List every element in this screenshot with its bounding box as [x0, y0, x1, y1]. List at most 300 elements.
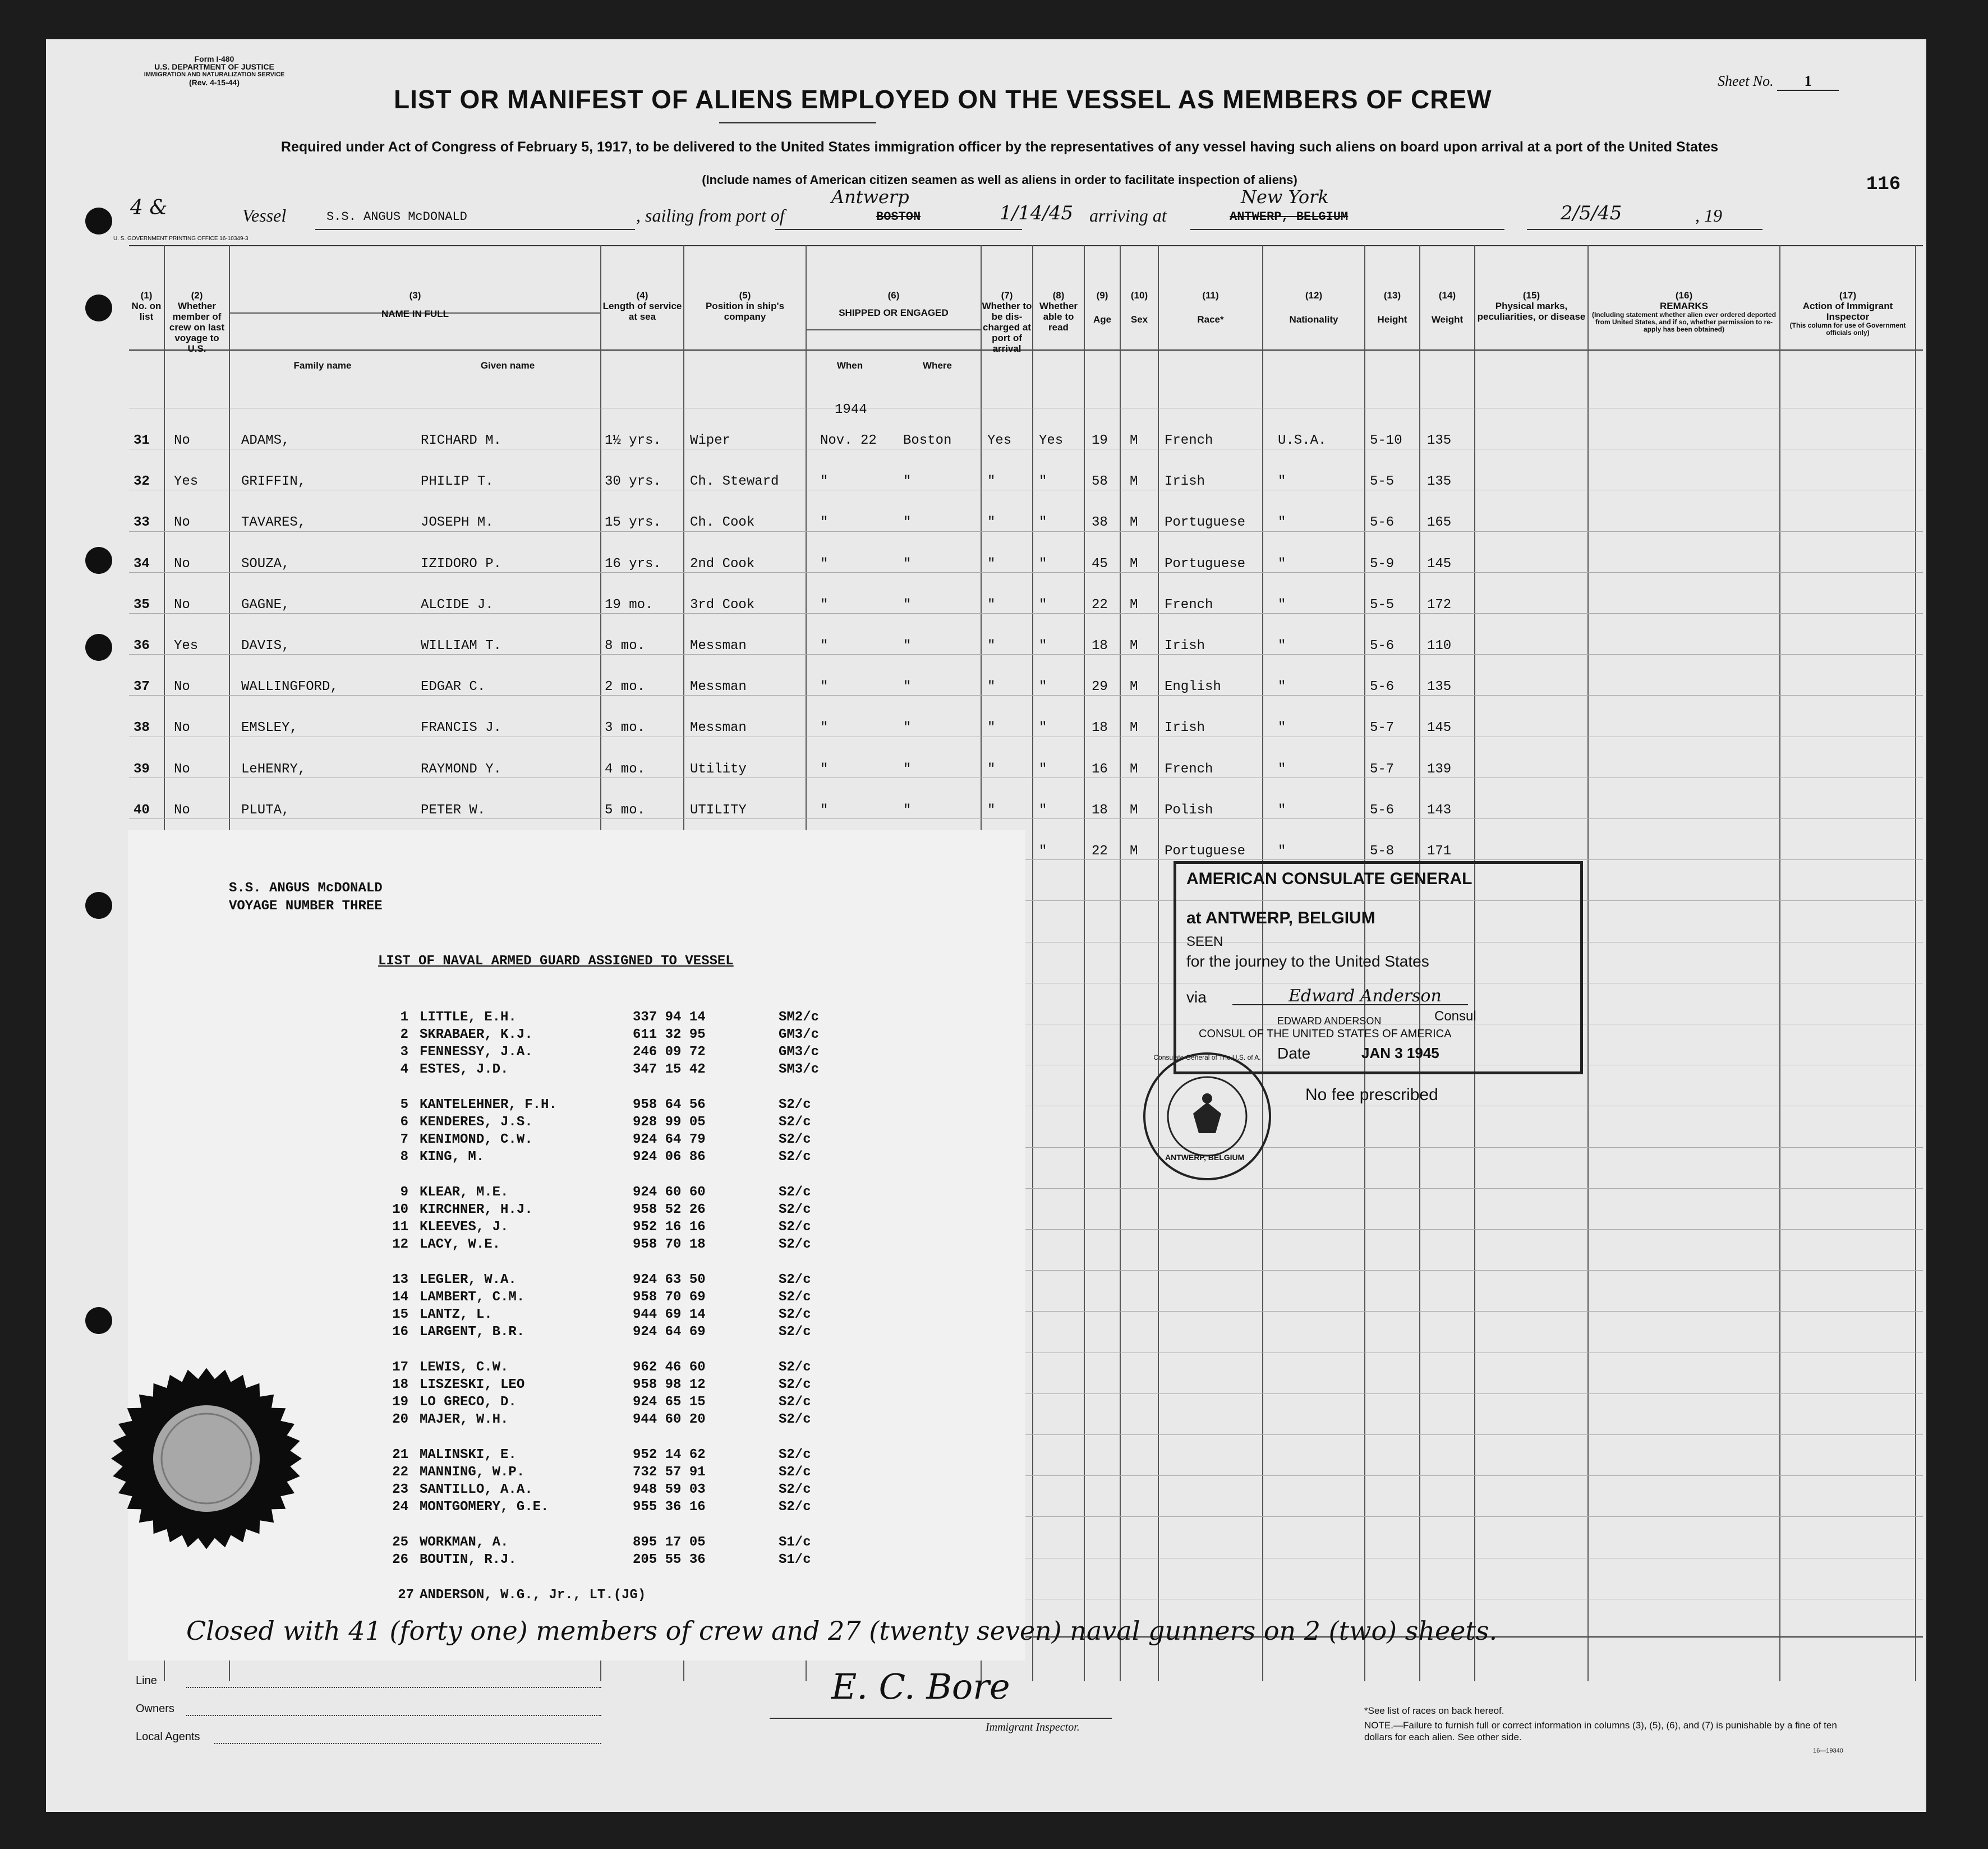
port-line: [775, 229, 1022, 230]
position: Messman: [690, 720, 747, 736]
able-to-read: ": [1039, 474, 1047, 490]
requirement-text: Required under Act of Congress of February 5, 1917, to be delivered to the United States immigration officer by the representatives of any vessel having such aliens on board upon arrival at a port of the United States: [280, 139, 1719, 155]
guard-number: 23: [392, 1482, 408, 1497]
guard-serial: 958 64 56: [633, 1097, 706, 1112]
guard-rate: S2/c: [779, 1324, 811, 1340]
guard-rate: S2/c: [779, 1360, 811, 1375]
consul-title: Consul: [1434, 1009, 1476, 1024]
position: Ch. Steward: [690, 474, 779, 490]
guard-number: 10: [392, 1202, 408, 1217]
nationality: ": [1278, 474, 1286, 490]
shipped-where: ": [903, 720, 912, 736]
col-3-family-header: Family name: [293, 360, 352, 371]
guard-rate: S2/c: [779, 1377, 811, 1392]
col-6-where-header: Where: [923, 360, 952, 371]
weight: 135: [1427, 474, 1452, 490]
binder-hole: [85, 208, 112, 234]
col-2-label: Whether member of crew on last voyage to U.S.: [169, 301, 225, 354]
column-rule: [1084, 245, 1085, 1681]
guard-rate: S2/c: [779, 1290, 811, 1305]
age: 58: [1092, 474, 1108, 490]
guard-number: 17: [392, 1360, 408, 1375]
shipped-where: ": [903, 556, 912, 572]
col-2-header: [165, 290, 229, 354]
guard-serial: 611 32 95: [633, 1027, 706, 1042]
race: Irish: [1165, 638, 1205, 654]
position: 2nd Cook: [690, 556, 755, 572]
able-to-read: ": [1039, 556, 1047, 572]
col-13-header: [1365, 290, 1419, 325]
form-issuer-block: [130, 55, 298, 86]
guard-serial: 958 98 12: [633, 1377, 706, 1392]
col-7-num: (7): [1001, 290, 1013, 301]
col-11-label: Race*: [1197, 314, 1224, 325]
guard-name: KANTELEHNER, F.H.: [420, 1097, 557, 1112]
guard-name: LEWIS, C.W.: [420, 1360, 509, 1375]
guard-number: 1: [400, 1010, 408, 1025]
guard-rate: S2/c: [779, 1500, 811, 1515]
service-length: 2 mo.: [605, 679, 646, 695]
guard-serial: 944 60 20: [633, 1412, 706, 1427]
able-to-read: ": [1039, 515, 1047, 531]
guard-name: FENNESSY, J.A.: [420, 1045, 533, 1060]
family-name: GAGNE,: [241, 597, 290, 613]
overlay-ship: S.S. ANGUS McDONALD: [229, 881, 383, 896]
age: 18: [1092, 802, 1108, 818]
guard-name: LEGLER, W.A.: [420, 1272, 517, 1287]
col-17-num: (17): [1839, 290, 1857, 301]
service-length: 30 yrs.: [605, 474, 661, 490]
family-name: DAVIS,: [241, 638, 290, 654]
col-5-num: (5): [739, 290, 751, 301]
service-length: 16 yrs.: [605, 556, 661, 572]
col-5-label: Position in ship's company: [705, 301, 785, 322]
header-subrule: [807, 329, 981, 330]
col-11-num: (11): [1202, 290, 1219, 301]
guard-name: KIRCHNER, H.J.: [420, 1202, 533, 1217]
arrival-handwritten: New York: [1241, 186, 1329, 208]
weight: 171: [1427, 844, 1452, 859]
department: U.S. DEPARTMENT OF JUSTICE: [154, 62, 274, 71]
col-14-header: [1420, 290, 1474, 325]
family-name: SOUZA,: [241, 556, 290, 572]
guard-number: 25: [392, 1535, 408, 1550]
include-note: (Include names of American citizen seamen as well as aliens in order to facilitate inspection of aliens): [702, 173, 1297, 187]
stamp-line4: for the journey to the United States: [1186, 953, 1429, 970]
shipped-when: ": [820, 556, 829, 572]
row-rule: [129, 654, 1923, 655]
sex: M: [1130, 556, 1138, 572]
able-to-read: ": [1039, 679, 1047, 695]
height: 5-7: [1370, 720, 1395, 736]
col-4-label: Length of service at sea: [602, 301, 682, 322]
race: Portuguese: [1165, 556, 1246, 572]
guard-rate: S2/c: [779, 1395, 811, 1410]
family-name: GRIFFIN,: [241, 474, 306, 490]
races-note: *See list of races on back hereof.: [1364, 1705, 1504, 1716]
column-rule: [1120, 245, 1121, 1681]
guard-rate: S2/c: [779, 1220, 811, 1235]
discharged: ": [987, 802, 996, 818]
shipped-when: ": [820, 597, 829, 613]
col-3-header: [230, 290, 600, 319]
guard-serial: 924 65 15: [633, 1395, 706, 1410]
guard-rate: GM3/c: [779, 1045, 820, 1060]
sex: M: [1130, 474, 1138, 490]
col-15-label: Physical marks, peculiarities, or disease: [1477, 301, 1586, 322]
col-3-label: NAME IN FULL: [381, 309, 449, 319]
col-2-num: (2): [191, 290, 203, 301]
guard-name: LARGENT, B.R.: [420, 1324, 525, 1340]
port-typed-struck: BOSTON: [876, 210, 921, 224]
discharged: ": [987, 597, 996, 613]
able-to-read: ": [1039, 638, 1047, 654]
row-rule: [129, 818, 1923, 819]
given-name: JOSEPH M.: [421, 515, 494, 531]
column-rule: [1587, 245, 1589, 1681]
column-rule: [1158, 245, 1159, 1681]
seal-ring-text: Consulate General of The U.S. of A.: [1153, 1054, 1261, 1061]
guard-name: KLEEVES, J.: [420, 1220, 509, 1235]
row-number: 40: [134, 802, 150, 818]
col-7-header: [982, 290, 1032, 354]
service-length: 5 mo.: [605, 802, 646, 818]
col-7-label: Whether to be dis-charged at port of arrival: [982, 301, 1032, 354]
column-rule: [1032, 245, 1033, 1681]
revision: (Rev. 4-15-44): [188, 78, 240, 87]
stamp-date: JAN 3 1945: [1361, 1045, 1439, 1061]
stamp-line1: AMERICAN CONSULATE GENERAL: [1186, 870, 1472, 888]
service-length: 3 mo.: [605, 720, 646, 736]
sailing-label: , sailing from port of: [636, 205, 785, 226]
weight: 143: [1427, 802, 1452, 818]
col-8-header: [1033, 290, 1084, 333]
shipped-when: ": [820, 638, 829, 654]
guard-number: 5: [400, 1097, 408, 1112]
nationality: ": [1278, 802, 1286, 818]
col-6-when-header: When: [836, 360, 863, 371]
height: 5-7: [1370, 761, 1395, 777]
guard-number: 16: [392, 1324, 408, 1340]
guard-number: 19: [392, 1395, 408, 1410]
guard-name: KLEAR, M.E.: [420, 1185, 509, 1200]
guard-name: LACY, W.E.: [420, 1237, 501, 1252]
given-name: PHILIP T.: [421, 474, 494, 490]
family-name: LeHENRY,: [241, 761, 306, 777]
guard-serial: 948 59 03: [633, 1482, 706, 1497]
age: 45: [1092, 556, 1108, 572]
stamp-line3: SEEN: [1186, 934, 1223, 949]
guard-rate: S2/c: [779, 1115, 811, 1130]
printing-office: U. S. GOVERNMENT PRINTING OFFICE 16-10349-3: [113, 236, 248, 242]
guard-serial: 924 06 86: [633, 1149, 706, 1165]
col-10-header: [1121, 290, 1158, 325]
col-12-header: [1263, 290, 1364, 325]
guard-name: KENIMOND, C.W.: [420, 1132, 533, 1147]
position: UTILITY: [690, 802, 747, 818]
guard-serial: 962 46 60: [633, 1360, 706, 1375]
age: 18: [1092, 720, 1108, 736]
sheet-number: [1718, 73, 1839, 91]
guard-rate: S2/c: [779, 1465, 811, 1480]
overlay-heading: LIST OF NAVAL ARMED GUARD ASSIGNED TO VESSEL: [378, 954, 734, 969]
consul-name: EDWARD ANDERSON: [1277, 1015, 1382, 1027]
age: 22: [1092, 597, 1108, 613]
discharged: Yes: [987, 433, 1012, 448]
guard-number: 14: [392, 1290, 408, 1305]
guard-name: LANTZ, L.: [420, 1307, 493, 1322]
service-length: 8 mo.: [605, 638, 646, 654]
sex: M: [1130, 761, 1138, 777]
guard-number: 24: [392, 1500, 408, 1515]
height: 5-10: [1370, 433, 1402, 448]
sheet-label: Sheet No.: [1718, 73, 1774, 89]
shipped-where: ": [903, 515, 912, 531]
age: 22: [1092, 844, 1108, 859]
guard-number: 11: [392, 1220, 408, 1235]
height: 5-5: [1370, 474, 1395, 490]
weight: 172: [1427, 597, 1452, 613]
shipped-where: ": [903, 474, 912, 490]
guard-name: MAJER, W.H.: [420, 1412, 509, 1427]
last-voyage: No: [174, 761, 190, 777]
guard-rate: S2/c: [779, 1132, 811, 1147]
nationality: ": [1278, 597, 1286, 613]
guard-rate: S1/c: [779, 1535, 811, 1550]
guard-serial: 895 17 05: [633, 1535, 706, 1550]
col-1-header: [129, 290, 164, 322]
guard-number: 2: [400, 1027, 408, 1042]
arrival-typed-struck: ANTWERP, BELGIUM: [1230, 210, 1349, 224]
weight: 135: [1427, 433, 1452, 448]
last-voyage: No: [174, 515, 190, 531]
age: 29: [1092, 679, 1108, 695]
position: 3rd Cook: [690, 597, 755, 613]
guard-serial: 924 64 69: [633, 1324, 706, 1340]
race: French: [1165, 433, 1213, 448]
guard-number: 26: [392, 1552, 408, 1567]
guard-name: BOUTIN, R.J.: [420, 1552, 517, 1567]
shipped-where: ": [903, 638, 912, 654]
inspector-signature: E. C. Bore: [831, 1666, 1010, 1707]
col-10-num: (10): [1130, 290, 1148, 301]
sex: M: [1130, 515, 1138, 531]
given-name: IZIDORO P.: [421, 556, 502, 572]
binder-hole: [85, 1307, 112, 1334]
discharged: ": [987, 638, 996, 654]
given-name: EDGAR C.: [421, 679, 486, 695]
column-rule: [1915, 245, 1916, 1681]
col-14-num: (14): [1438, 290, 1456, 301]
col-17-header: [1780, 290, 1915, 337]
able-to-read: ": [1039, 720, 1047, 736]
guard-name: SKRABAER, K.J.: [420, 1027, 533, 1042]
col-16-sub: (Including statement whether alien ever ordered deported from United States, and if so, whether permission to re-apply has been obtained): [1591, 311, 1777, 333]
footer-agents-label: Local Agents: [136, 1731, 200, 1743]
col-15-num: (15): [1522, 290, 1540, 301]
nationality: ": [1278, 679, 1286, 695]
guard-rate: S2/c: [779, 1307, 811, 1322]
guard-rate: S2/c: [779, 1097, 811, 1112]
guard-rate: SM3/c: [779, 1062, 820, 1077]
family-name: TAVARES,: [241, 515, 306, 531]
shipped-where: ": [903, 761, 912, 777]
shipped-when: Nov. 22: [820, 433, 877, 448]
service-length: 15 yrs.: [605, 515, 661, 531]
last-voyage: Yes: [174, 638, 199, 654]
stamp-date-label: Date: [1277, 1045, 1311, 1062]
guard-number: 3: [400, 1045, 408, 1060]
weight: 139: [1427, 761, 1452, 777]
footer-agents-blank: [214, 1743, 601, 1744]
race: Irish: [1165, 720, 1205, 736]
race: French: [1165, 761, 1213, 777]
footer-line-blank: [186, 1687, 601, 1688]
nationality: ": [1278, 515, 1286, 531]
family-name: WALLINGFORD,: [241, 679, 338, 695]
row-rule: [129, 613, 1923, 614]
col-17-label: Action of Immigrant Inspector: [1802, 301, 1893, 322]
row-number: 33: [134, 515, 150, 531]
weight: 135: [1427, 679, 1452, 695]
row-rule: [129, 572, 1923, 573]
shipped-where: ": [903, 679, 912, 695]
col-12-num: (12): [1305, 290, 1323, 301]
service: IMMIGRATION AND NATURALIZATION SERVICE: [144, 71, 285, 78]
nationality: ": [1278, 761, 1286, 777]
row-number: 32: [134, 474, 150, 490]
guard-name: LISZESKI, LEO: [420, 1377, 525, 1392]
guard-serial: 924 64 79: [633, 1132, 706, 1147]
guard-serial: 246 09 72: [633, 1045, 706, 1060]
table-top-rule: [129, 245, 1923, 246]
guard-number: 18: [392, 1377, 408, 1392]
guard-name: MALINSKI, E.: [420, 1447, 517, 1462]
race: English: [1165, 679, 1221, 695]
consul-line: CONSUL OF THE UNITED STATES OF AMERICA: [1199, 1028, 1452, 1040]
weight: 145: [1427, 556, 1452, 572]
guard-serial: 955 36 16: [633, 1500, 706, 1515]
guard-rate: S2/c: [779, 1447, 811, 1462]
col-4-header: [601, 290, 683, 322]
guard-rate: GM3/c: [779, 1027, 820, 1042]
overlay-voyage: VOYAGE NUMBER THREE: [229, 899, 383, 914]
given-name: RICHARD M.: [421, 433, 502, 448]
guard-number: 21: [392, 1447, 408, 1462]
col-16-label: REMARKS: [1660, 301, 1708, 311]
col-13-label: Height: [1377, 314, 1407, 325]
sail-date: 1/14/45: [1000, 202, 1074, 224]
shipped-where: ": [903, 802, 912, 818]
guard-rate: SM2/c: [779, 1010, 820, 1025]
col-9-header: [1085, 290, 1120, 325]
manifest-page: [46, 39, 1926, 1812]
discharged: ": [987, 515, 996, 531]
guard-rate: S2/c: [779, 1149, 811, 1165]
col-14-label: Weight: [1431, 314, 1464, 325]
guard-serial: 732 57 91: [633, 1465, 706, 1480]
row-rule: [129, 531, 1923, 532]
row-number: 31: [134, 433, 150, 448]
race: Irish: [1165, 474, 1205, 490]
vessel-name-line: [315, 229, 635, 230]
guard-name: KENDERES, J.S.: [420, 1115, 533, 1130]
guard-serial: 337 94 14: [633, 1010, 706, 1025]
col-11-header: [1159, 290, 1262, 325]
guard-name: LITTLE, E.H.: [420, 1010, 517, 1025]
guard-serial: 944 69 14: [633, 1307, 706, 1322]
discharged: ": [987, 556, 996, 572]
notary-seal-icon: [105, 1363, 307, 1554]
col-8-label: Whether able to read: [1039, 301, 1078, 333]
seal-city: ANTWERP, BELGIUM: [1165, 1153, 1245, 1162]
closing-note: Closed with 41 (forty one) members of crew and 27 (twenty seven) naval gunners on 2 (two) sheets.: [186, 1616, 1498, 1646]
last-voyage: No: [174, 556, 190, 572]
position: Utility: [690, 761, 747, 777]
position: Messman: [690, 638, 747, 654]
col-9-label: Age: [1093, 314, 1112, 325]
penalty-note: NOTE.—Failure to furnish full or correct information in columns (3), (5), (6), and (7) is punishable by a fine of ten dollars for each alien. See other side.: [1364, 1720, 1837, 1742]
family-name: ADAMS,: [241, 433, 290, 448]
guard-serial: 952 16 16: [633, 1220, 706, 1235]
able-to-read: ": [1039, 802, 1047, 818]
page-title: LIST OR MANIFEST OF ALIENS EMPLOYED ON THE VESSEL AS MEMBERS OF CREW: [394, 85, 1492, 114]
discharged: ": [987, 474, 996, 490]
guard-serial: 952 14 62: [633, 1447, 706, 1462]
weight: 165: [1427, 515, 1452, 531]
vessel-label: Vessel: [242, 205, 287, 226]
footer-owners-label: Owners: [136, 1703, 174, 1715]
guard-number: 20: [392, 1412, 408, 1427]
col-6-num: (6): [887, 290, 900, 301]
guard-serial: 928 99 05: [633, 1115, 706, 1130]
consul-signature: Edward Anderson: [1288, 986, 1442, 1006]
guard-name: SANTILLO, A.A.: [420, 1482, 533, 1497]
form-code: 16—19340: [1813, 1747, 1843, 1754]
given-name: FRANCIS J.: [421, 720, 502, 736]
nationality: ": [1278, 556, 1286, 572]
column-rule: [1779, 245, 1780, 1681]
shipped-where: ": [903, 597, 912, 613]
col-4-num: (4): [636, 290, 648, 301]
guard-number: 15: [392, 1307, 408, 1322]
guard-number: 27: [398, 1588, 414, 1603]
race: Portuguese: [1165, 515, 1246, 531]
last-voyage: No: [174, 433, 190, 448]
height: 5-5: [1370, 597, 1395, 613]
arriving-label: arriving at: [1089, 205, 1167, 226]
row-rule: [129, 695, 1923, 696]
form-number: Form I-480: [194, 54, 234, 63]
height: 5-8: [1370, 844, 1395, 859]
guard-serial: 347 15 42: [633, 1062, 706, 1077]
height: 5-6: [1370, 802, 1395, 818]
nationality: ": [1278, 638, 1286, 654]
race: French: [1165, 597, 1213, 613]
guard-number: 9: [400, 1185, 408, 1200]
binder-hole: [85, 547, 112, 574]
col-17-sub: (This column for use of Government officials only): [1789, 321, 1906, 337]
guard-name: LO GRECO, D.: [420, 1395, 517, 1410]
guard-rate: S2/c: [779, 1272, 811, 1287]
nationality: ": [1278, 720, 1286, 736]
guard-serial: 958 52 26: [633, 1202, 706, 1217]
sex: M: [1130, 844, 1138, 859]
arrival-date: 2/5/45: [1561, 202, 1622, 224]
guard-serial: 958 70 18: [633, 1237, 706, 1252]
row-number: 38: [134, 720, 150, 736]
consulate-stamp: [1174, 861, 1583, 1074]
